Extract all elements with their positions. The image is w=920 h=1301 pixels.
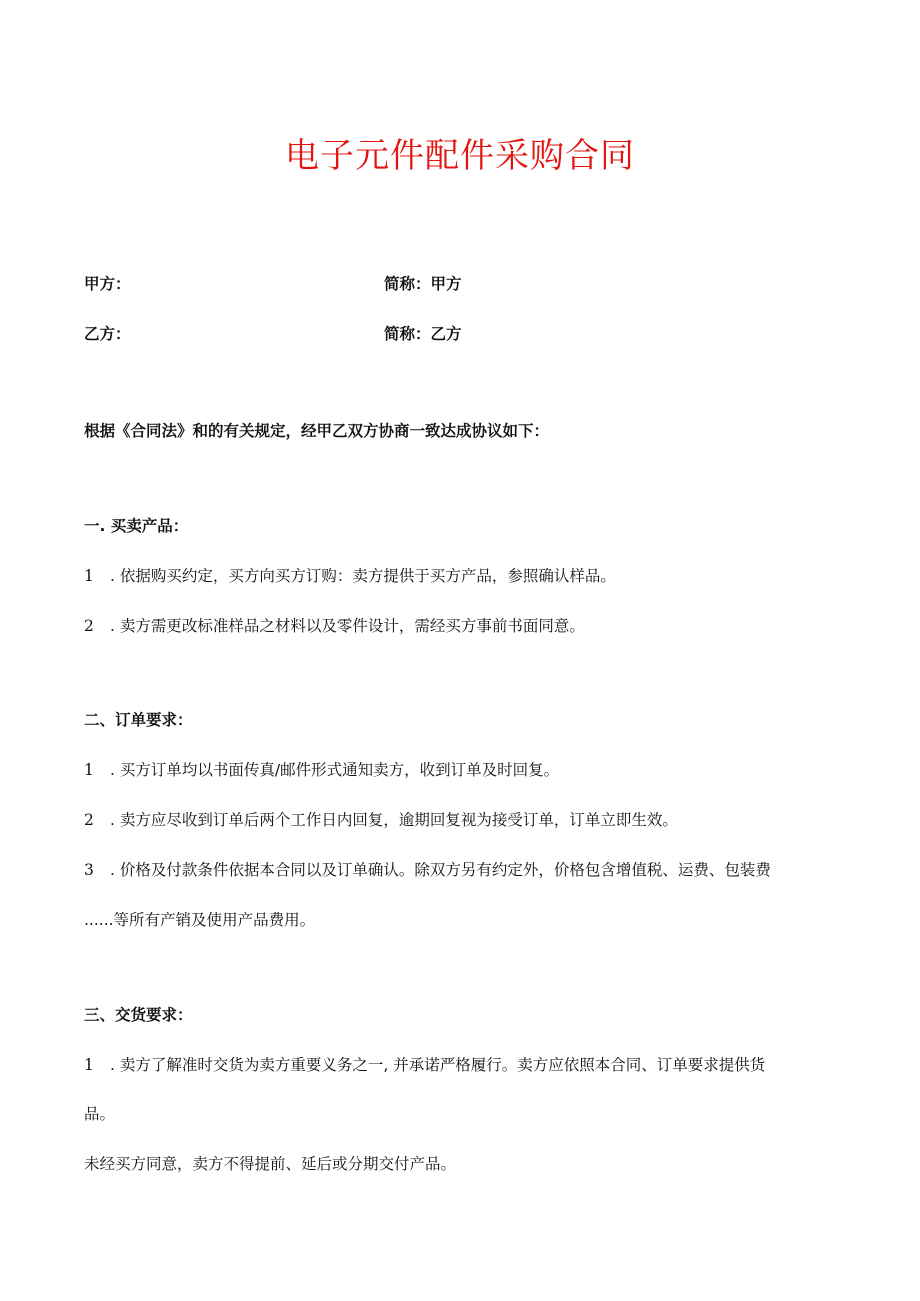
clause-continuation: ......等所有产销及使用产品费用。	[84, 911, 316, 929]
clause-text: . 卖方需更改标准样品之材料以及零件设计，需经买方事前书面同意。	[110, 617, 585, 635]
section-heading: 三、交货要求：	[84, 1006, 193, 1024]
party-a-short-name: 简称：甲方	[384, 275, 462, 293]
party-b-label: 乙方：	[84, 325, 131, 343]
clause-item	[84, 859, 771, 881]
clause-number: 2	[84, 811, 94, 829]
party-a-label: 甲方：	[84, 275, 131, 293]
clause-item	[84, 565, 616, 587]
clause-number: 2	[84, 617, 94, 635]
clause-item	[84, 759, 559, 781]
clause-text: . 卖方应尽收到订单后两个工作日内回复，逾期回复视为接受订单，订单立即生效。	[110, 811, 678, 829]
clause-number: 3	[84, 861, 94, 879]
clause-number: 1	[84, 761, 94, 779]
party-b-row	[84, 323, 462, 345]
clause-item	[84, 1054, 765, 1076]
clause-item	[84, 615, 585, 637]
clause-text: . 价格及付款条件依据本合同以及订单确认。除双方另有约定外，价格包含增值税、运费、包装费	[110, 861, 771, 879]
document-title: 电子元件配件采购合同	[285, 136, 635, 176]
party-a-row	[84, 273, 462, 295]
clause-text: . 买方订单均以书面传真/邮件形式通知卖方，收到订单及时回复。	[110, 761, 560, 779]
clause-number: 1	[84, 1056, 94, 1074]
clause-item	[84, 809, 678, 831]
clause-number: 1	[84, 567, 94, 585]
body-paragraph: 未经买方同意，卖方不得提前、延后或分期交付产品。	[84, 1155, 457, 1173]
section-heading: 一. 买卖产品：	[84, 517, 189, 535]
clause-continuation: 品。	[84, 1105, 116, 1123]
section-heading: 二、订单要求：	[84, 711, 193, 729]
clause-text: . 依据购买约定，买方向买方订购：卖方提供于买方产品，参照确认样品。	[110, 567, 616, 585]
party-b-short-name: 简称：乙方	[384, 325, 462, 343]
clause-text: . 卖方了解准时交货为卖方重要义务之一, 并承诺严格履行。卖方应依照本合同、订单要求提供货	[110, 1056, 766, 1074]
preamble: 根据《合同法》和的有关规定，经甲乙双方协商一致达成协议如下：	[84, 422, 550, 440]
